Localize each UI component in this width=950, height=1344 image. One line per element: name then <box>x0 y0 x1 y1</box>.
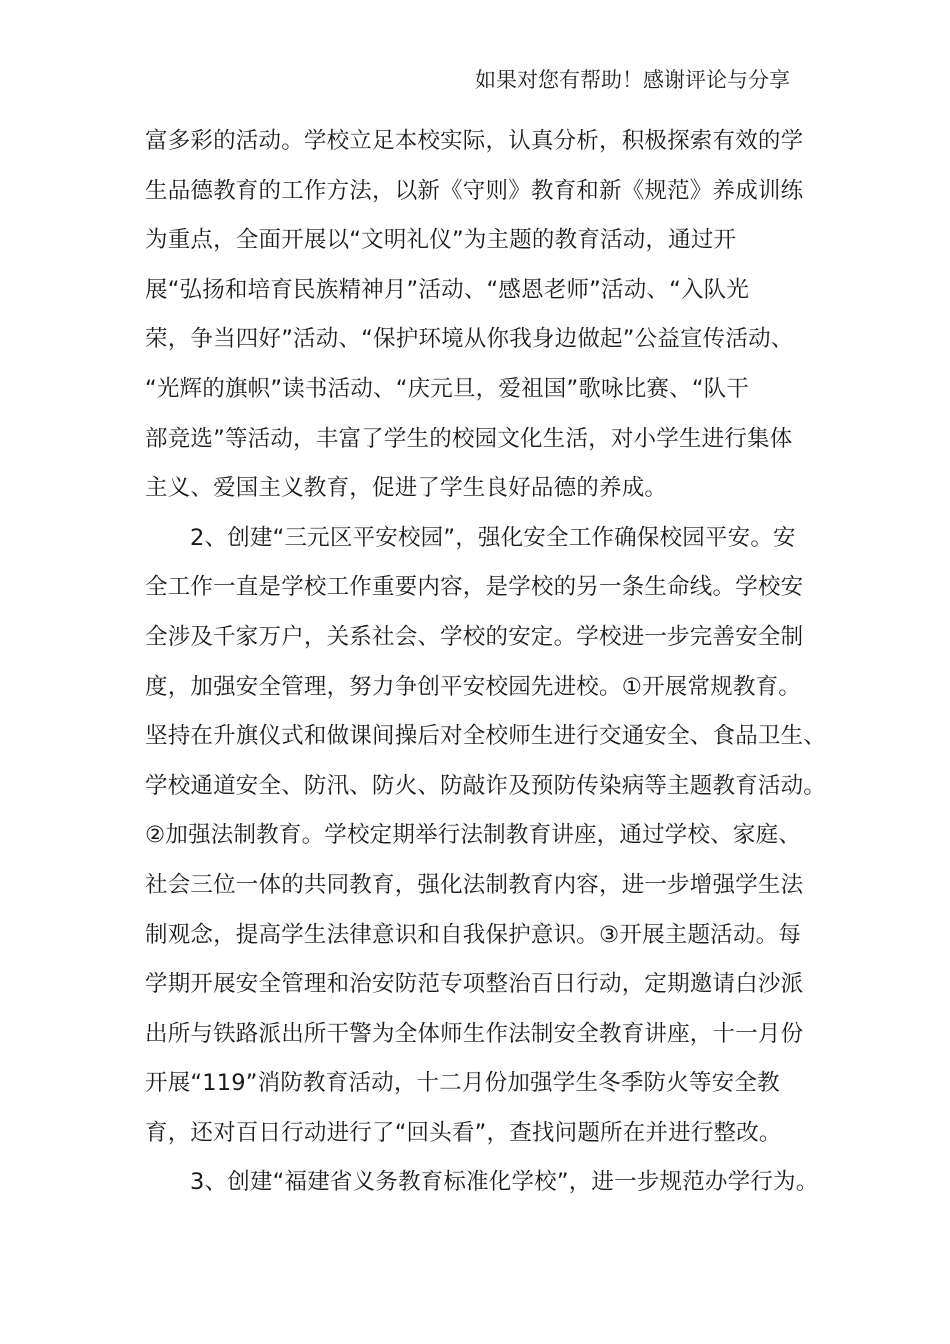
text-line: “光辉的旗帜”读书活动、“庆元旦，爱祖国”歌咏比赛、“队干 <box>145 375 750 402</box>
text-line: 全涉及千家万户，关系社会、学校的安定。学校进一步完善安全制 <box>145 623 804 650</box>
text-line: 社会三位一体的共同教育，强化法制教育内容，进一步增强学生法 <box>145 871 804 898</box>
text-line: 学期开展安全管理和治安防范专项整治百日行动，定期邀请白沙派 <box>145 971 804 998</box>
text-line: 展“弘扬和培育民族精神月”活动、“感恩老师”活动、“入队光 <box>145 276 750 303</box>
body-text <box>145 117 835 1208</box>
text-line: 开展“119”消防教育活动，十二月份加强学生冬季防火等安全教 <box>145 1070 780 1097</box>
text-line: 育，还对百日行动进行了“回头看”，查找问题所在并进行整改。 <box>145 1119 782 1146</box>
text-line: 出所与铁路派出所干警为全体师生作法制安全教育讲座，十一月份 <box>145 1020 804 1047</box>
paragraph-start-line: 3、创建“福建省义务教育标准化学校”，进一步规范办学行为。 <box>190 1169 819 1196</box>
text-line: 度，加强安全管理，努力争创平安校园先进校。①开展常规教育。 <box>145 673 801 700</box>
text-line: 全工作一直是学校工作重要内容，是学校的另一条生命线。学校安 <box>145 574 804 601</box>
page-header: 如果对您有帮助！感谢评论与分享 <box>475 68 790 92</box>
text-line: 为重点，全面开展以“文明礼仪”为主题的教育活动，通过开 <box>145 227 737 254</box>
paragraph-start-line: 2、创建“三元区平安校园”，强化安全工作确保校园平安。安 <box>190 524 796 551</box>
text-line: 生品德教育的工作方法，以新《守则》教育和新《规范》养成训练 <box>145 177 804 204</box>
text-line: 主义、爱国主义教育，促进了学生良好品德的养成。 <box>145 475 668 502</box>
text-line: 学校通道安全、防汛、防火、防敲诈及预防传染病等主题教育活动。 <box>145 772 827 799</box>
text-line: 部竞选”等活动，丰富了学生的校园文化生活，对小学生进行集体 <box>145 425 793 452</box>
text-line: 荣，争当四好”活动、“保护环境从你我身边做起”公益宣传活动、 <box>145 326 794 353</box>
text-line: 富多彩的活动。学校立足本校实际，认真分析，积极探索有效的学 <box>145 128 804 154</box>
text-line: ②加强法制教育。学校定期举行法制教育讲座，通过学校、家庭、 <box>145 822 801 849</box>
text-line: 制观念，提高学生法律意识和自我保护意识。③开展主题活动。每 <box>145 921 801 948</box>
text-line: 坚持在升旗仪式和做课间操后对全校师生进行交通安全、食品卫生、 <box>145 723 827 750</box>
